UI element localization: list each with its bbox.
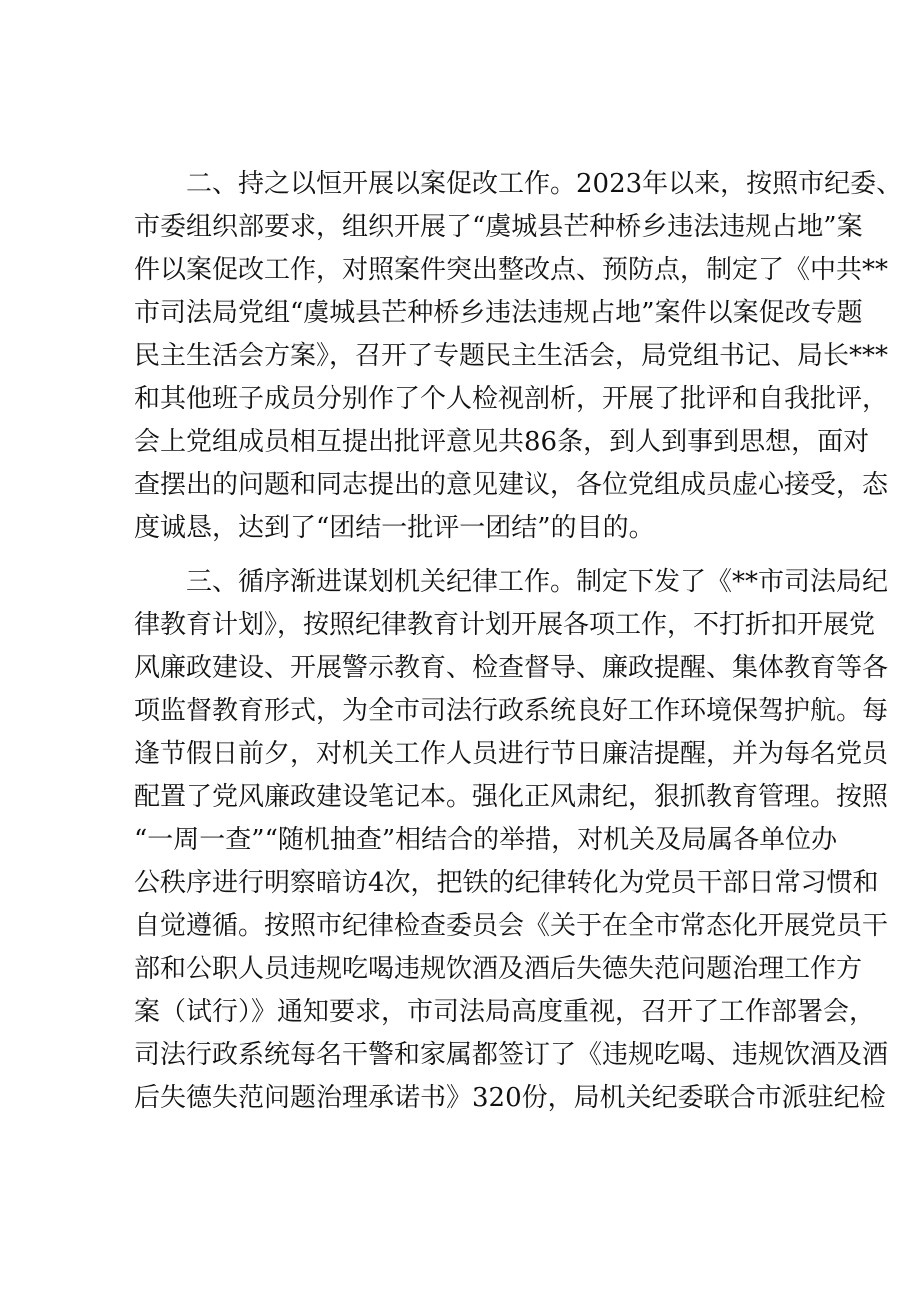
paragraph-2-line-6: 和其他班子成员分别作了个人检视剖析，开展了批评和自我批评， <box>134 384 889 414</box>
paragraph-3-line-10: 部和公职人员违规吃喝违规饮酒及酒后失德失范问题治理工作方 <box>134 954 863 984</box>
paragraph-2-line-2: 市委组织部要求，组织开展了“虞城县芒种桥乡违法违规占地”案 <box>134 212 863 242</box>
paragraph-2-line-5: 民主生活会方案》，召开了专题民主生活会，局党组书记、局长*** <box>134 341 889 371</box>
paragraph-3-line-3: 风廉政建设、开展警示教育、检查督导、廉政提醒、集体教育等各 <box>134 653 889 683</box>
paragraph-3-line-6: 配置了党风廉政建设笔记本。强化正风肃纪，狠抓教育管理。按照 <box>134 782 889 812</box>
paragraph-3-line-12: 司法行政系统每名干警和家属都签订了《违规吃喝、违规饮酒及酒 <box>134 1040 889 1070</box>
paragraph-3-line-2: 律教育计划》，按照纪律教育计划开展各项工作，不打折扣开展党 <box>134 610 876 640</box>
paragraph-3-line-11: 案（试行）》通知要求，市司法局高度重视，召开了工作部署会， <box>134 997 876 1027</box>
paragraph-3-line-7: “一周一查”“随机抽查”相结合的举措，对机关及局属各单位办 <box>134 825 838 855</box>
paragraph-3-line-1: 三、循序渐进谋划机关纪律工作。制定下发了《**市司法局纪 <box>186 567 889 597</box>
paragraph-2-line-8: 查摆出的问题和同志提出的意见建议，各位党组成员虚心接受，态 <box>134 470 889 500</box>
paragraph-3-line-4: 项监督教育形式，为全市司法行政系统良好工作环境保驾护航。每 <box>134 696 889 726</box>
paragraph-3-line-9: 自觉遵循。按照市纪律检查委员会《关于在全市常态化开展党员干 <box>134 911 889 941</box>
paragraph-2-line-4: 市司法局党组“虞城县芒种桥乡违法违规占地”案件以案促改专题 <box>134 298 863 328</box>
paragraph-3-line-5: 逢节假日前夕，对机关工作人员进行节日廉洁提醒，并为每名党员 <box>134 739 889 769</box>
paragraph-2-line-1: 二、持之以恒开展以案促改工作。2023年以来，按照市纪委、 <box>186 169 903 199</box>
paragraph-2-line-7: 会上党组成员相互提出批评意见共86条，到人到事到思想，面对 <box>134 427 870 457</box>
paragraph-3-line-8: 公秩序进行明察暗访4次，把铁的纪律转化为党员干部日常习惯和 <box>134 868 879 898</box>
paragraph-2-line-9: 度诚恳，达到了“团结一批评一团结”的目的。 <box>134 513 655 543</box>
paragraph-3-line-13: 后失德失范问题治理承诺书》320份，局机关纪委联合市派驻纪检 <box>134 1083 886 1113</box>
paragraph-2-line-3: 件以案促改工作，对照案件突出整改点、预防点，制定了《中共** <box>134 255 889 285</box>
